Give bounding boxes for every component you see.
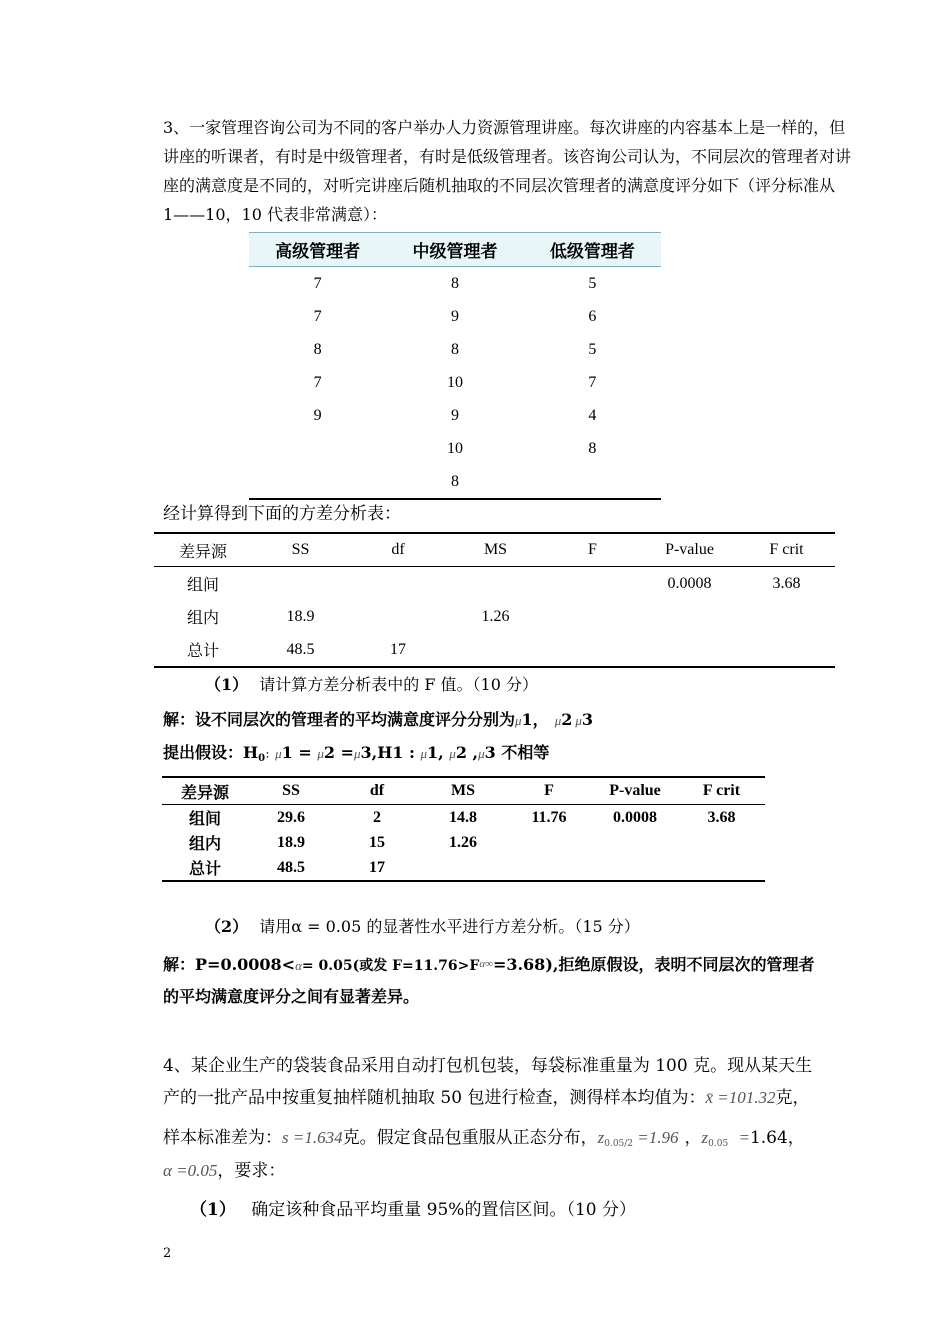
table-cell [447,633,544,667]
table-row [154,633,835,667]
problem3-line3: 座的满意度是不同的，对听完讲座后随机抽取的不同层次管理者的满意度评分如下（评分标准从 [163,176,836,195]
table-cell: 总计 [162,855,248,881]
mu-symbol: μ [449,746,456,761]
solution-2 [163,950,814,980]
table-cell: 8 [313,340,322,358]
solution-2-part-a: 解：P=0.0008< [163,955,296,974]
table-cell: 10 [446,439,463,457]
table-row [162,855,765,881]
solution-2-part-b: = 0.05(或发 F=11.76>F [301,958,480,974]
header-senior: 高级管理者 [249,233,386,267]
header-source: 差异源 [162,777,248,805]
problem4-line3 [163,1124,805,1158]
table-cell: 0.0008 [613,808,657,826]
mu-symbol: μ [575,713,582,728]
mu-symbol: μ [515,713,522,728]
problem4-line2 [163,1084,809,1112]
z-subscript: 0.05 [708,1139,729,1149]
mu-symbol: μ [554,713,562,728]
hyp-part: 1 = [281,743,318,762]
s-value: =1.634 [288,1128,343,1147]
table-cell: 组间 [186,577,219,594]
table-cell: 2 [373,808,381,826]
problem3-line2: 讲座的听课者，有时是中级管理者，有时是低级管理者。该咨询公司认为，不同层次的管理者对讲 [163,147,852,166]
table-cell [252,567,349,601]
infinity-subscript: ∞ [485,958,493,970]
hypotheses [163,739,549,773]
z-subscript: 0.05/2 [604,1139,634,1149]
table-cell: 9 [450,406,459,424]
table-cell [592,855,678,881]
alpha-value: =0.05 [171,1161,218,1180]
header-f: F [506,777,592,805]
table-row [249,465,661,499]
mu-index-1: 1， [521,710,549,729]
table-cell: 18.9 [286,607,315,625]
table-cell: 18.9 [277,833,305,851]
table-cell: 1.26 [449,833,477,851]
table-cell [738,600,835,633]
table-cell: 48.5 [252,633,349,667]
table-cell: 9 [450,307,459,325]
question-number: （1） [205,675,249,694]
table-cell: 8 [450,274,459,292]
table-cell: 总计 [154,633,252,667]
table-row [249,267,661,301]
table-cell: 1.26 [481,607,510,625]
table-cell: 15 [369,833,385,851]
table-cell [249,432,386,465]
anova-table-question [154,532,835,668]
table-cell [738,633,835,667]
table-cell: 9 [313,406,322,424]
header-source: 差异源 [154,533,252,567]
solution-1 [163,706,593,735]
header-ss: SS [248,777,334,805]
table-row [162,830,765,855]
table-cell [349,600,447,633]
problem4-text: 样本标准差为： [163,1128,282,1148]
table-cell: 7 [588,373,597,391]
table-cell: 3.68 [707,808,736,826]
table-cell [678,830,765,855]
header-pvalue: P-value [592,777,678,805]
mu-symbol: μ [353,746,361,761]
table-cell [506,830,592,855]
mu-index-3: 3 [581,710,594,729]
question-2 [205,914,640,940]
table-cell: 组内 [188,836,221,853]
table-cell: 11.76 [531,808,567,826]
solution-2-line2: 的平均满意度评分之间有显著差异。 [163,987,420,1006]
table-cell: 0.0008 [667,574,712,592]
table-cell: 29.6 [277,808,305,826]
problem4-line1: 4、某企业生产的袋装食品采用自动打包机包装，每袋标准重量为 100 克。现从某天生 [163,1056,813,1076]
table-cell [506,855,592,881]
header-fcrit: F crit [678,777,765,805]
z-symbol: z [597,1128,605,1147]
table-header-row [154,533,835,567]
comma: ， [684,1128,702,1148]
page-number: 2 [163,1246,172,1261]
problem4-text: 克， [775,1088,810,1108]
xbar-value: =101.32 [713,1088,776,1107]
table-row [162,805,765,831]
mu-symbol: μ [275,746,282,761]
header-pvalue: P-value [641,533,738,567]
solution-label: 解：设不同层次的管理者的平均满意度评分分别为 [163,710,516,729]
table-cell [544,600,641,633]
z-value: =1.96 [633,1128,679,1147]
s-symbol: s [282,1128,289,1147]
table-cell: 7 [313,307,322,325]
mu-index-2: 2 [561,710,573,729]
table-header-row [162,777,765,805]
question-number: （2） [205,917,249,936]
table-cell: 7 [313,373,322,391]
table-header-row [249,233,661,267]
z-equals: = [734,1128,750,1147]
anova-table-answer [162,776,765,882]
table-cell [544,633,641,667]
problem3-line1: 3、一家管理咨询公司为不同的客户举办人力资源管理讲座。每次讲座的内容基本上是一样的，但 [163,118,846,137]
table-cell [641,600,738,633]
table-cell: 14.8 [449,808,477,826]
hyp-part: 2 = [323,743,354,762]
header-f: F [544,533,641,567]
table-cell: 8 [588,439,597,457]
table-cell [249,465,386,499]
table-cell [420,855,506,881]
problem3-line4: 1——10，10 代表非常满意）： [163,205,387,224]
question-1 [205,672,538,698]
table-cell: 10 [446,373,463,391]
alpha-subscript: α [479,958,486,970]
header-junior: 低级管理者 [524,233,661,267]
table-cell: 4 [588,406,597,424]
table-cell: 7 [313,274,322,292]
table-row [249,366,661,399]
hyp-part: 1, [427,743,450,762]
question-number: （1） [190,1200,236,1220]
table-cell [544,567,641,601]
hyp-part: 2 , [455,743,479,762]
hyp-part: 3,H1 : [360,743,421,762]
mu-symbol: μ [478,746,485,761]
question-text: 确定该种食品平均重量 95%的置信区间。（10 分） [251,1200,636,1220]
xbar-symbol: x̄ [705,1088,713,1107]
problem4-text: 产的一批产品中按重复抽样随机抽取 50 包进行检查，测得样本均值为： [163,1088,706,1108]
header-ss: SS [252,533,349,567]
alpha-symbol: α [295,958,302,973]
question-4-1 [190,1196,636,1224]
header-df: df [349,533,447,567]
problem4-line4 [163,1157,285,1185]
problem4-text: ，要求： [217,1161,286,1181]
table-cell [524,465,661,499]
mu-symbol: μ [420,746,428,761]
header-df: df [334,777,420,805]
table-cell [592,830,678,855]
table-row [249,300,661,333]
solution-2-part-c: =3.68),拒绝原假设，表明不同层次的管理者 [492,955,815,974]
header-middle: 中级管理者 [386,233,523,267]
anova-intro: 经计算得到下面的方差分析表： [163,504,401,524]
table-row [154,600,835,633]
mu-symbol: μ [317,746,324,761]
table-cell: 17 [334,855,420,881]
table-cell: 组内 [186,610,219,627]
table-cell [641,633,738,667]
colon: ： [265,750,276,761]
table-cell: 组间 [188,811,221,828]
problem4-text: 克。假定食品包重服从正态分布， [342,1128,598,1148]
table-cell: 6 [588,307,597,325]
table-cell: 17 [349,633,447,667]
hypotheses-label: 提出假设：H [163,743,259,762]
question-text: 请计算方差分析表中的 F 值。（10 分） [259,675,538,694]
table-cell: 5 [588,274,597,292]
table-row [249,333,661,366]
z-symbol: z [701,1128,709,1147]
table-cell [447,567,544,601]
question-text: 请用α = 0.05 的显著性水平进行方差分析。（15 分） [259,917,640,936]
header-ms: MS [420,777,506,805]
table-cell: 8 [386,465,523,499]
hyp-part: 3 不相等 [484,743,550,762]
table-cell [678,855,765,881]
header-fcrit: F crit [738,533,835,567]
satisfaction-table [249,232,661,500]
header-ms: MS [447,533,544,567]
table-cell: 8 [450,340,459,358]
z-value: 1.64， [749,1128,805,1148]
h0-subscript: 0 [258,753,266,764]
alpha-symbol: α [163,1161,172,1180]
table-row [154,567,835,601]
table-cell: 5 [588,340,597,358]
table-row [249,432,661,465]
table-cell [349,567,447,601]
table-row [249,399,661,432]
table-cell: 3.68 [772,574,801,592]
table-cell: 48.5 [248,855,334,881]
